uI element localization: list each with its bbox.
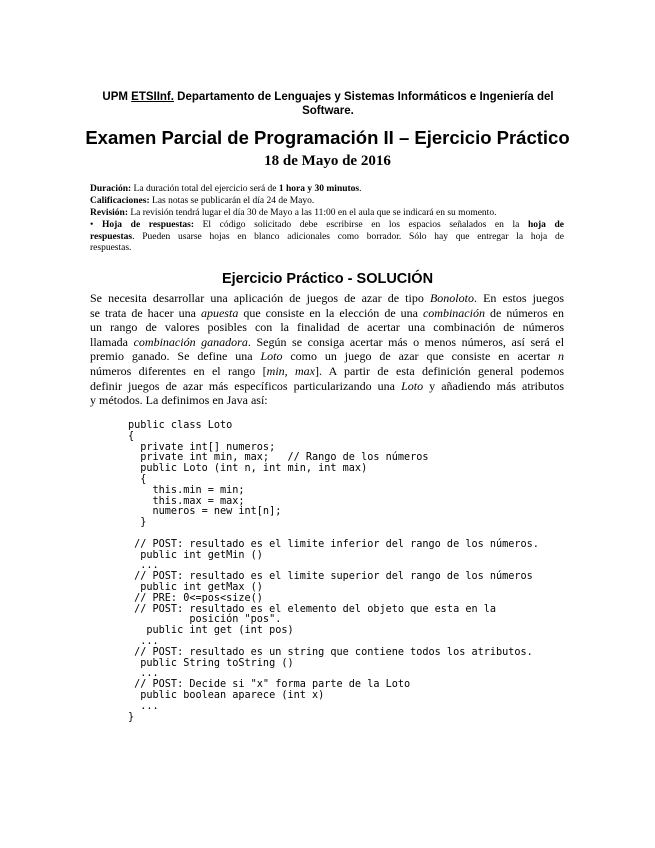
code-line: ...	[128, 635, 159, 647]
code-line: // POST: Decide si "x" forma parte de la Loto	[128, 679, 411, 691]
text: definir juegos de azar más específicos particularizando una	[90, 378, 402, 393]
emphasis: Loto	[401, 378, 424, 393]
revision-label: Revisión:	[90, 208, 128, 218]
code-line: private int[] numeros;	[128, 441, 276, 453]
code-line: this.max = max;	[128, 495, 245, 507]
text: números diferentes en el rango [	[90, 363, 267, 378]
paragraph-line-4	[90, 335, 564, 350]
header-prefix: UPM	[102, 91, 132, 103]
duracion-end: .	[359, 184, 362, 194]
paragraph-line-1	[90, 291, 564, 306]
code-line: public Loto (int n, int min, int max)	[128, 463, 368, 475]
code-line: public int get (int pos)	[128, 625, 294, 637]
exam-title: Examen Parcial de Programación II – Ejercicio Práctico	[85, 127, 570, 148]
paragraph-line-8: y métodos. La definimos en Java así:	[90, 393, 268, 408]
paragraph-line-5	[90, 349, 564, 364]
header-line-2: Software.	[302, 105, 354, 117]
info-calificaciones	[90, 196, 564, 208]
paragraph-line-2	[90, 306, 564, 321]
code-line: ...	[128, 700, 159, 712]
code-line: }	[128, 517, 147, 529]
header-line-1	[92, 90, 564, 104]
code-line: public int getMax ()	[128, 581, 263, 593]
code-line: // PRE: 0<=pos<size()	[128, 592, 263, 604]
text: Se necesita desarrollar una aplicación de juegos de azar de tipo	[90, 291, 430, 305]
text: de números en	[484, 305, 564, 320]
hoja-text-1: El código solicitado debe escribirse en los espacios señalados en la	[194, 220, 528, 230]
text: que consiste en la elección de una	[238, 305, 423, 320]
emphasis: Loto	[260, 349, 283, 364]
code-line: public String toString ()	[128, 657, 294, 669]
emphasis: n	[558, 349, 564, 364]
code-line: public boolean aparece (int x)	[128, 689, 325, 701]
duracion-text: La duración total del ejercicio será de	[131, 184, 279, 194]
code-line: this.min = min;	[128, 484, 245, 496]
code-line: ...	[128, 560, 159, 572]
paragraph-line-3: un rango de valores posibles con la finalidad de acertar una combinación de números	[90, 320, 564, 335]
calificaciones-label: Calificaciones:	[90, 196, 150, 206]
section-title: Ejercicio Práctico - SOLUCIÓN	[221, 271, 434, 287]
text: ]. A partir de esta definición general podemos	[315, 363, 564, 378]
hoja-bold-2: respuestas	[90, 231, 133, 242]
text: se trata de hacer una	[90, 305, 201, 320]
hoja-label: Hoja de respuestas:	[102, 220, 194, 230]
revision-text: La revisión tendrá lugar el día 30 de Mayo a las 11:00 en el aula que se indicará en su momento.	[128, 208, 497, 218]
hoja-text-2: . Pueden usarse hojas en blanco adicionales como borrador. Sólo hay que entregar la hoja de	[132, 231, 564, 242]
document-header	[92, 90, 564, 118]
emphasis: min, max	[266, 363, 315, 378]
hoja-line-2	[90, 232, 564, 244]
text: y añadiendo más atributos	[423, 378, 564, 393]
info-revision	[90, 208, 564, 220]
calificaciones-text: Las notas se publicarán el día 24 de Mayo.	[149, 196, 315, 206]
hoja-line-3: respuestas.	[90, 243, 132, 253]
problem-statement	[90, 291, 564, 408]
duracion-value: 1 hora y 30 minutos	[278, 184, 360, 194]
code-line: private int min, max; // Rango de los números	[128, 452, 429, 464]
code-line: // POST: resultado es el limite inferior del rango de los números.	[128, 538, 539, 550]
code-line: public int getMin ()	[128, 549, 263, 561]
text: premio ganado. Se define una	[90, 349, 261, 364]
paragraph-line-7	[90, 379, 564, 394]
text: . Según se consiga acertar más o menos números, así será el	[247, 334, 565, 349]
emphasis: combinación ganadora	[133, 334, 248, 349]
hoja-line-1	[90, 220, 564, 232]
code-line: // POST: resultado es un string que contiene todos los atributos.	[128, 646, 533, 658]
code-line: }	[128, 711, 135, 723]
school-name: ETSIInf.	[131, 91, 174, 103]
code-line: numeros = new int[n];	[128, 506, 282, 518]
text: como un juego de azar que consiste en acertar	[282, 349, 558, 364]
code-line: posición "pos".	[128, 614, 282, 626]
java-code-block	[128, 421, 539, 723]
code-line: ...	[128, 668, 159, 680]
emphasis: apuesta	[200, 305, 239, 320]
text: llamada	[90, 334, 134, 349]
emphasis: Bonoloto	[429, 291, 474, 305]
code-line: // POST: resultado es el elemento del objeto que esta en la	[128, 603, 497, 615]
department-name: Departamento de Lenguajes y Sistemas Informáticos e Ingeniería del	[173, 91, 554, 103]
hoja-bold-1: hoja de	[527, 220, 564, 230]
info-duracion	[90, 184, 564, 196]
duracion-label: Duración:	[90, 184, 132, 194]
exam-date: 18 de Mayo de 2016	[264, 153, 391, 169]
code-line: {	[128, 430, 135, 442]
text: . En estos juegos	[473, 291, 564, 305]
code-line: public class Loto	[128, 420, 233, 431]
paragraph-line-6	[90, 364, 564, 379]
info-hoja-respuestas	[90, 220, 564, 255]
code-line: {	[128, 473, 147, 485]
emphasis: combinación	[422, 305, 485, 320]
bullet-icon: •	[90, 220, 94, 230]
code-line: // POST: resultado es el limite superior del rango de los números	[128, 571, 533, 583]
